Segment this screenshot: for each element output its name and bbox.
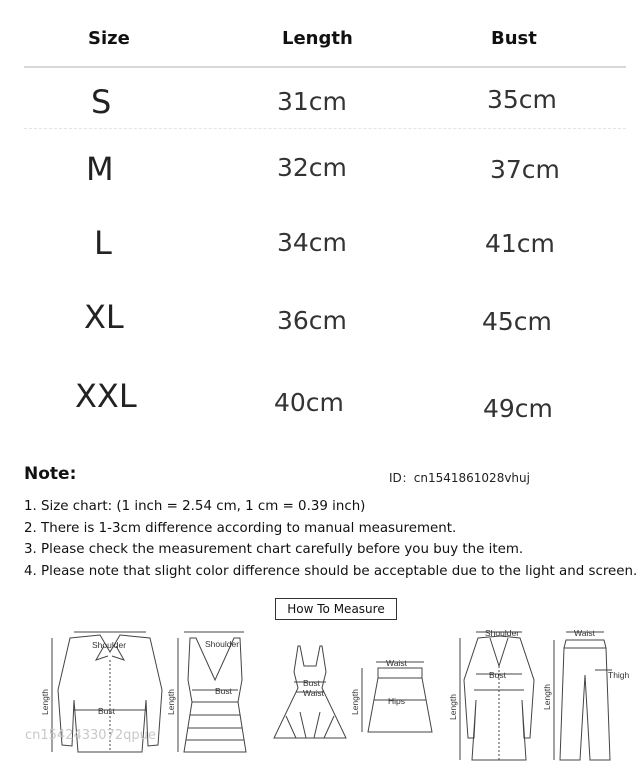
length-cell: 34cm [277, 228, 347, 257]
bust-cell: 49cm [483, 394, 553, 423]
note-item: 1. Size chart: (1 inch = 2.54 cm, 1 cm = 0.39 inch) [24, 499, 366, 514]
bust-label: Bust [489, 670, 507, 680]
size-cell: XXL [75, 377, 137, 415]
length-cell: 36cm [277, 306, 347, 335]
length-cell: 40cm [274, 388, 344, 417]
hips-label: Hips [388, 696, 406, 706]
bust-label: Bust [98, 706, 116, 716]
bust-cell: 35cm [487, 85, 557, 114]
bust-cell: 41cm [485, 229, 555, 258]
bust-label: Bust [303, 678, 321, 688]
length-label: Length [40, 689, 50, 715]
note-item: 2. There is 1-3cm difference according to manual measurement. [24, 520, 457, 536]
note-list [24, 496, 637, 582]
note-title: Note: [24, 464, 77, 484]
length-label: Length [350, 689, 360, 715]
note-item: 4. Please note that slight color difference should be acceptable due to the light and screen. [24, 563, 638, 579]
shoulder-label: Shoulder [485, 628, 520, 638]
header-size: Size [88, 28, 130, 49]
length-cell: 31cm [277, 87, 347, 116]
coat-diagram [460, 632, 534, 760]
length-cell: 32cm [277, 153, 347, 182]
length-label: Length [542, 684, 552, 710]
waist-label: Waist [303, 688, 324, 698]
row-divider [24, 128, 626, 129]
bust-label: Bust [215, 686, 233, 696]
size-cell: S [91, 83, 112, 121]
size-cell: M [86, 150, 114, 188]
measurement-diagrams [0, 620, 640, 773]
header-length: Length [282, 28, 353, 49]
trousers-diagram [554, 632, 612, 760]
watermark: cn1542433072qpue [25, 728, 156, 743]
length-label: Length [448, 694, 458, 720]
header-divider [24, 66, 626, 68]
product-id: ID：cn1541861028vhuj [389, 471, 530, 485]
note-item: 3. Please check the measurement chart carefully before you buy the item. [24, 542, 524, 557]
shoulder-label: Shoulder [92, 640, 127, 650]
header-bust: Bust [491, 28, 537, 49]
length-label: Length [166, 689, 176, 715]
size-cell: XL [84, 298, 124, 336]
size-cell: L [94, 224, 112, 262]
waist-label: Waist [574, 628, 595, 638]
bust-cell: 45cm [482, 307, 552, 336]
waist-label: Waist [386, 658, 407, 668]
how-to-measure-label: How To Measure [275, 598, 397, 620]
shoulder-label: Shoulder [205, 639, 240, 649]
camisole-diagram [178, 632, 246, 752]
thigh-label: Thigh [608, 670, 630, 680]
bust-cell: 37cm [490, 155, 560, 184]
